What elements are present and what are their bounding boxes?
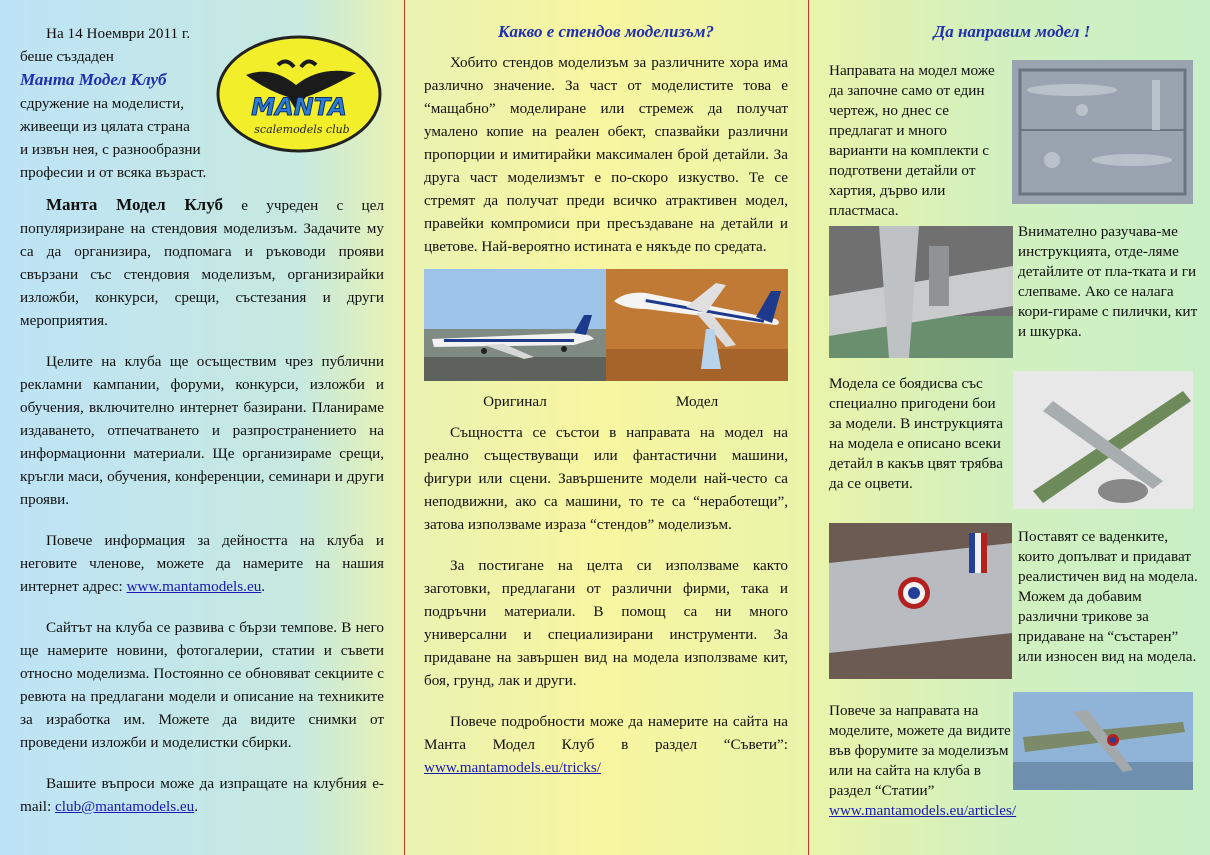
email-paragraph: [20, 772, 384, 818]
materials-paragraph: За постигане на целта си използваме както заготовки, предлагани от различни фирми, така и подръчни материали. В помощ са ни много универсални и специализирани инструменти. За придаване на завършен вид на модела използваме кит, боя, грунд, лак и други.: [424, 557, 788, 689]
email-link[interactable]: club@mantamodels.eu: [55, 798, 195, 815]
more-info-text: Повече информация за дейността на клуба и неговите членове, можете да намерите на нашия интернет адрес:: [20, 532, 384, 595]
photo-captions: [424, 393, 788, 411]
column-club-info: [0, 0, 404, 855]
articles-link[interactable]: www.mantamodels.eu/articles/: [829, 802, 1017, 819]
step-paint-paragraph: Модела се боядисва със специално пригодени бои за модели. В инструкцията на модела е описано всеки детайл в какъв цвят трябва да се оцвети.: [829, 375, 1003, 492]
step-decals-paragraph: Поставят се ваденките, които допълват и придават реалистичен вид на модела. Можем да добавим различни трикове за придаване на “състарен” или износен вид на модела.: [1018, 528, 1198, 665]
step-kit-paragraph: Направата на модел може да започне само от един чертеж, но днес се предлагат и много варианти на комплекти с подготвени детайли от хартия, дърво или пластмаса.: [829, 62, 995, 219]
section-title-build: Да направим модел !: [933, 22, 1091, 41]
comparison-photos: [424, 269, 788, 381]
step-kit-text: [829, 61, 1009, 221]
column-what-is-modeling: [404, 0, 808, 855]
manta-logo: [216, 35, 382, 153]
email-end: .: [194, 798, 199, 815]
intro-line-2: беше създаден: [20, 48, 114, 65]
intro-line-4: живеещи из цялата страна: [20, 118, 190, 135]
hobby-paragraph: Хобито стендов моделизъм за различните хора има различно значение. За част от моделистите това е “мащабно” моделиране или стремеж да получат умалено копие на реален обект, спазвайки различни пропорции и имитирайки максимален брой детайли. За друга част моделизмът е по-скоро изкуство. Те се стремят да получат преди всичко атрактивен модел, правейки компромиси при пресъздаване на детайли и цветове. Най-вероятно истината е някъде по средата.: [424, 54, 788, 255]
email-text: Вашите въпроси може да изпращате на клубния e-mail:: [20, 775, 384, 815]
sprue-photo: [1012, 60, 1193, 204]
assembly-photo: [829, 226, 1013, 358]
section-title-what-is: Какво е стендов моделизъм?: [497, 22, 715, 41]
step-paint-text: [829, 374, 1011, 494]
step-decals-text: [1018, 527, 1198, 667]
goals-paragraph: Целите на клуба ще осъществим чрез публични рекламни кампании, форуми, конкурси, изложби и обучения, включително интернет базирани. Планираме издаването, отпечатването и разпространението на информационни материали. Ще организираме срещи, кръгли маси, обучения, конференции, семинари и други прояви.: [20, 353, 384, 508]
intro-line-6: професии и от всяка възраст.: [20, 164, 207, 181]
tricks-text: Повече подробности може да намерите на сайта на Манта Модел Клуб в раздел “Съвети”:: [424, 713, 788, 753]
more-info-paragraph: [20, 529, 384, 598]
step-more-text: [829, 701, 1017, 821]
step-assembly-text: [1018, 222, 1198, 342]
svg-text:MANTA: MANTA: [251, 93, 347, 121]
website-link[interactable]: www.mantamodels.eu: [126, 578, 262, 595]
tricks-link[interactable]: www.mantamodels.eu/tricks/: [424, 759, 602, 776]
intro-line-5: и извън нея, с разнообразни: [20, 141, 201, 158]
painting-photo: [1013, 371, 1193, 509]
step-assembly-paragraph: Внимателно разучава-ме инструкцията, отде-ляме детайлите от пла-тката и ги слепваме. Ако се налага кори-гираме с пилички, кит и шкурка.: [1018, 223, 1198, 340]
club-purpose-text: е учреден с цел популяризиране на стендовия моделизъм. Задачите му са да организира, подпомага и ръководи прояви свързани със стендовия моделизъм, организирайки изложби, конкурси, срещи, състезания и други мероприятия.: [20, 197, 384, 329]
caption-original: Оригинал: [483, 393, 547, 410]
step-more-paragraph: Повече за направата на моделите, можете да видите във форумите за моделизъм или на сайта на клуба в раздел “Статии”: [829, 702, 1011, 799]
svg-text:scalemodels club: scalemodels club: [254, 123, 350, 136]
decals-photo: [829, 523, 1012, 679]
intro-line-1: На 14 Ноември 2011 г.: [46, 25, 191, 42]
club-name: Манта Модел Клуб: [20, 70, 167, 89]
club-purpose-paragraph: [20, 193, 384, 332]
club-name-bold: Манта Модел Клуб: [46, 195, 224, 214]
intro-line-3: сдружение на моделисти,: [20, 95, 184, 112]
caption-model: Модел: [675, 393, 719, 410]
essence-paragraph: Същността се състои в направата на модел на реално съществуващи или фантастични машини, фигури или сцени. Завършените модели най-често са неподвижни, ако са машини, то те са “неработещи”, затова използваме израза “стендов” моделизъм.: [424, 424, 788, 533]
model-aircraft-photo: [606, 269, 788, 381]
website-paragraph: Сайтът на клуба се развива с бързи темпове. В него ще намерите новини, фотогалерии, статии и съвети относно моделизма. Постоянно се обновяват секциите с ревюта на предлагани модели и описание на техниките за изработка им. Можете да видите снимки от проведени изложби и моделистки сбирки.: [20, 619, 384, 751]
tricks-paragraph: [424, 710, 788, 779]
more-info-end: .: [261, 578, 266, 595]
original-aircraft-photo: [424, 269, 606, 381]
finished-model-photo: [1013, 692, 1193, 790]
